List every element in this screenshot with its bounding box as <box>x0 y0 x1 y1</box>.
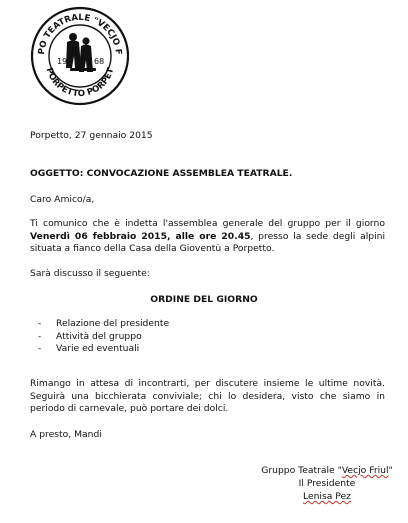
seal-year-right: 68 <box>94 57 105 66</box>
meeting-datetime: Venerdì 06 febbraio 2015, alle ore 20.45 <box>30 230 251 242</box>
signature-role: Il Presidente <box>298 478 356 489</box>
seal-year-left: 19 <box>57 57 68 66</box>
seal-top-text: PO TEATRALE "VECJO F <box>36 12 124 56</box>
agenda-title: ORDINE DEL GIORNO <box>150 294 258 305</box>
agenda-list <box>38 318 238 356</box>
sign-off: A presto, Mandi <box>30 429 102 440</box>
greeting: Caro Amico/a, <box>30 194 95 205</box>
figures-icon <box>66 33 96 72</box>
subject-line: OGGETTO: CONVOCAZIONE ASSEMBLEA TEATRALE. <box>30 168 293 179</box>
convocation-text-1: Ti comunico che è indetta l'assemblea generale del gruppo per il giorno <box>30 218 385 229</box>
convocation-paragraph <box>30 218 385 256</box>
signature-name: Lenisa Pez <box>302 491 351 502</box>
org-name: Vecjo Friul <box>341 465 389 476</box>
place-date: Porpetto, 27 gennaio 2015 <box>30 130 153 141</box>
agenda-item: - Attività del gruppo <box>38 330 142 342</box>
signature-org: Gruppo Teatrale "Vecjo Friul" <box>261 465 393 476</box>
agenda-item: - Relazione del presidente <box>38 318 170 329</box>
agenda-item: - Varie ed eventuali <box>38 343 140 354</box>
convocation-text-2: , presso la sede degli alpini situata a fianco della Casa della Gioventù a Porpetto. <box>30 230 386 254</box>
theatre-group-seal-logo <box>30 6 130 106</box>
discussion-intro: Sarà discusso il seguente: <box>30 268 150 279</box>
closing-paragraph: Rimango in attesa di incontrarti, per discutere insieme le ultime novità. Seguirà una bicchierata conviviale; chi lo desidera, visto che siamo in periodo di carnevale, può portare dei dolci. <box>30 378 385 414</box>
seal-bottom-text: PORPETTO PORPET <box>43 66 117 100</box>
